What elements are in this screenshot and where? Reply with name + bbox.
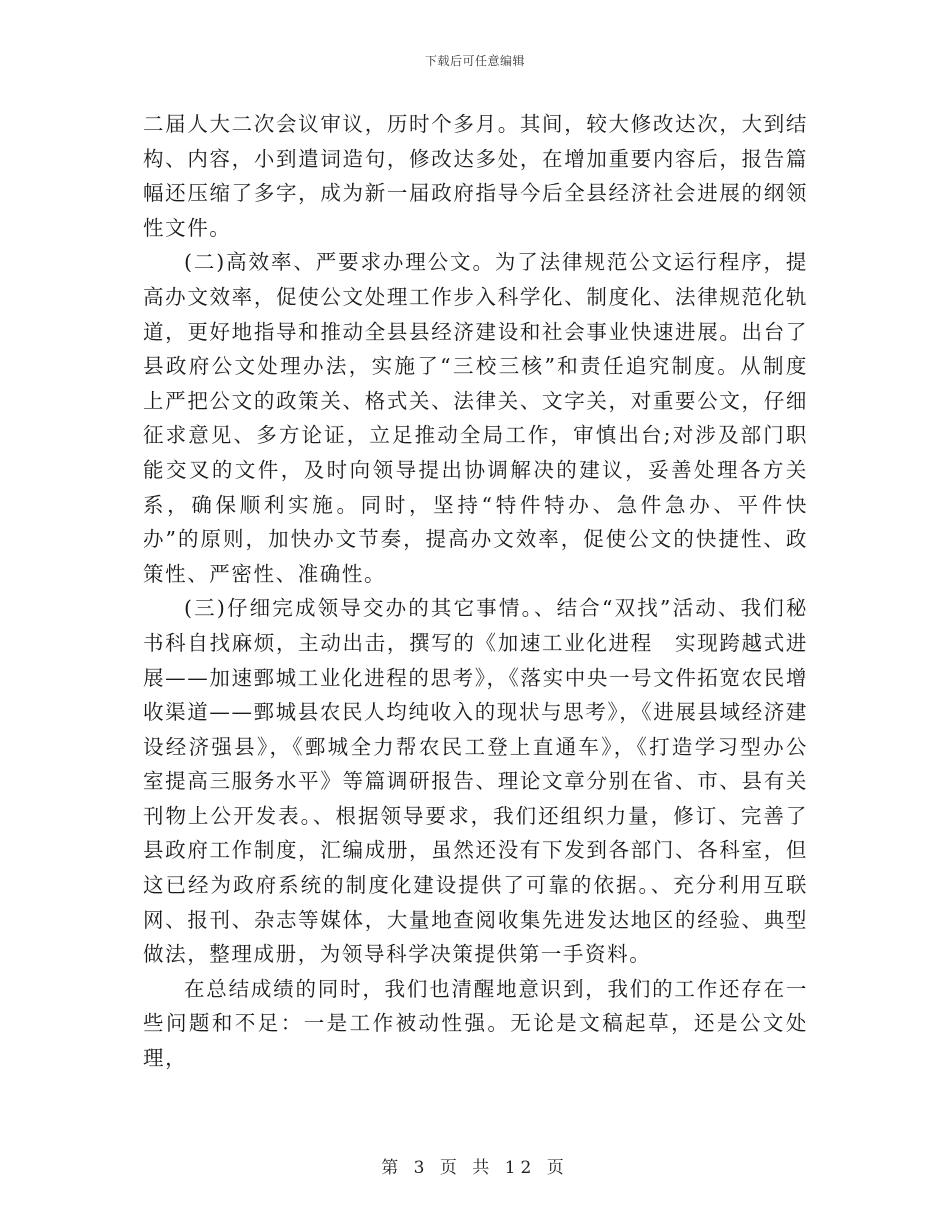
page-number-footer: 第 3 页 共 12 页 — [381, 1158, 569, 1178]
paragraph-summary: 在总结成绩的同时，我们也清醒地意识到，我们的工作还存在一些问题和不足：一是工作被动性强。无论是文稿起草，还是公文处理， — [143, 976, 808, 1071]
paragraph-continuation: 二届人大二次会议审议，历时个多月。其间，较大修改达次，大到结构、内容，小到遣词造句，修改达多处，在增加重要内容后，报告篇幅还压缩了多字，成为新一届政府指导今后全县经济社会进展的纲领性文件。 — [143, 112, 808, 240]
paragraph-section-2: (二)高效率、严要求办理公文。为了法律规范公文运行程序，提高办文效率，促使公文处理工作步入科学化、制度化、法律规范化轨道，更好地指导和推动全县县经济建设和社会事业快速进展。出台了县政府公文处理办法，实施了“三校三核”和责任追究制度。从制度上严把公文的政策关、格式关、法律关、文字关，对重要公文，仔细征求意见、多方论证，立足推动全局工作，审慎出台;对涉及部门职能交叉的文件，及时向领导提出协调解决的建议，妥善处理各方关系，确保顺利实施。同时，坚持“特件特办、急件急办、平件快办”的原则，加快办文节奏，提高办文效率，促使公文的快捷性、政策性、严密性、准确性。 — [143, 250, 808, 586]
paragraph-section-3: (三)仔细完成领导交办的其它事情。、结合“双找”活动、我们秘书科自找麻烦，主动出击，撰写的《加速工业化进程 实现跨越式进展——加速鄄城工业化进程的思考》，《落实中央一号文件拓宽农民增收渠道——鄄城县农民人均纯收入的现状与思考》，《进展县域经济建设经济强县》，《鄄城全力帮农民工登上直通车》，《打造学习型办公室提高三服务水平》等篇调研报告、理论文章分别在省、市、县有关刊物上公开发表。、根据领导要求，我们还组织力量，修订、完善了县政府工作制度，汇编成册，虽然还没有下发到各部门、各科室，但这已经为政府系统的制度化建设提供了可靠的依据。、充分利用互联网、报刊、杂志等媒体，大量地查阅收集先进发达地区的经验、典型做法，整理成册，为领导科学决策提供第一手资料。 — [143, 596, 808, 967]
document-body — [143, 107, 808, 1076]
page-header-note: 下载后可任意编辑 — [424, 54, 525, 68]
